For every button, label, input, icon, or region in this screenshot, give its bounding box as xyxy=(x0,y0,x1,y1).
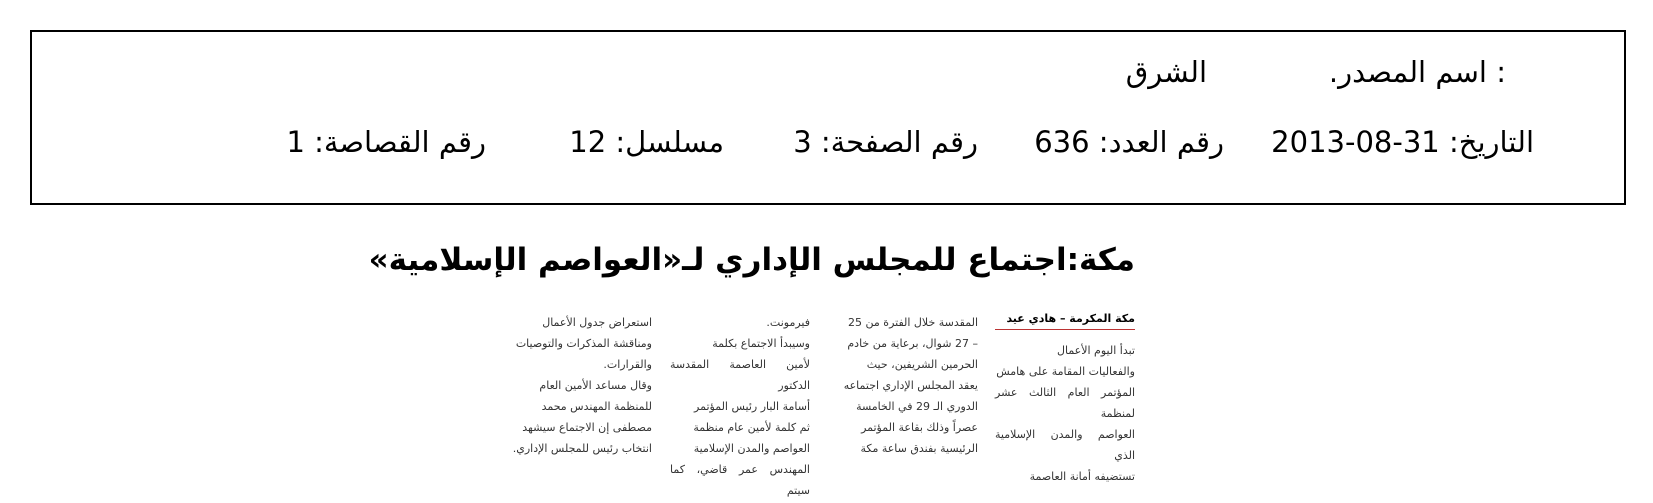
text-line: وقال مساعد الأمين العام xyxy=(539,379,652,392)
clip-number-field: رقم القصاصة: 1 xyxy=(286,125,486,159)
article-column-2 xyxy=(838,312,978,459)
text-line: المهندس عمر قاضي، كما سيتم xyxy=(670,463,810,497)
news-clipping xyxy=(368,240,1135,497)
text-line: العواصم والمدن الإسلامية الذي xyxy=(995,428,1135,462)
text-line: الرئيسية بفندق ساعة مكة xyxy=(860,442,978,455)
article-column-3 xyxy=(670,312,810,501)
text-line: لأمين العاصمة المقدسة الدكتور xyxy=(670,358,810,392)
article-column-4 xyxy=(512,312,652,459)
issue-number-field: رقم العدد: 636 xyxy=(1034,125,1224,159)
text-line: – 27 شوال، برعاية من خادم xyxy=(847,337,978,350)
text-line: المقدسة خلال الفترة من 25 xyxy=(848,316,978,329)
text-line: فيرمونت. xyxy=(766,316,810,329)
source-value: الشرق xyxy=(1125,55,1207,89)
text-line: وسيبدأ الاجتماع بكلمة xyxy=(712,337,810,350)
source-label: .اسم المصدر : xyxy=(1328,55,1506,89)
text-line: أسامة البار رئيس المؤتمر xyxy=(694,400,810,413)
source-info-box xyxy=(30,30,1626,205)
text-line: المؤتمر العام الثالث عشر لمنظمة xyxy=(995,386,1135,420)
text-line: ثم كلمة لأمين عام منظمة xyxy=(693,421,810,434)
text-line: ومناقشة المذكرات والتوصيات xyxy=(515,337,652,350)
article-byline: مكة المكرمة – هادي عيد xyxy=(995,312,1135,330)
text-line: تستضيفه أمانة العاصمة xyxy=(1029,470,1135,483)
text-line: العواصم والمدن الإسلامية xyxy=(693,442,810,455)
text-line: والقرارات. xyxy=(603,358,652,371)
text-line: للمنظمة المهندس محمد xyxy=(541,400,652,413)
text-line: تبدأ اليوم الأعمال xyxy=(1056,344,1135,357)
article-title: مكة:اجتماع للمجلس الإداري لـ«العواصم الإسلامية» xyxy=(368,242,1135,278)
date-field: التاريخ: 31-08-2013 xyxy=(1271,125,1534,159)
text-line: يعقد المجلس الإداري اجتماعه xyxy=(843,379,978,392)
text-line: مصطفى إن الاجتماع سيشهد xyxy=(522,421,652,434)
article-column-1 xyxy=(995,340,1135,487)
text-line: عصراً وذلك بقاعة المؤتمر xyxy=(861,421,978,434)
text-line: والفعاليات المقامة على هامش xyxy=(996,365,1135,378)
text-line: الدوري الـ 29 في الخامسة xyxy=(856,400,978,413)
text-line: استعراض جدول الأعمال xyxy=(542,316,652,329)
serial-field: مسلسل: 12 xyxy=(569,125,724,159)
text-line: انتخاب رئيس للمجلس الإداري. xyxy=(512,442,652,455)
page-number-field: رقم الصفحة: 3 xyxy=(793,125,978,159)
text-line: الحرمين الشريفين، حيث xyxy=(866,358,978,371)
